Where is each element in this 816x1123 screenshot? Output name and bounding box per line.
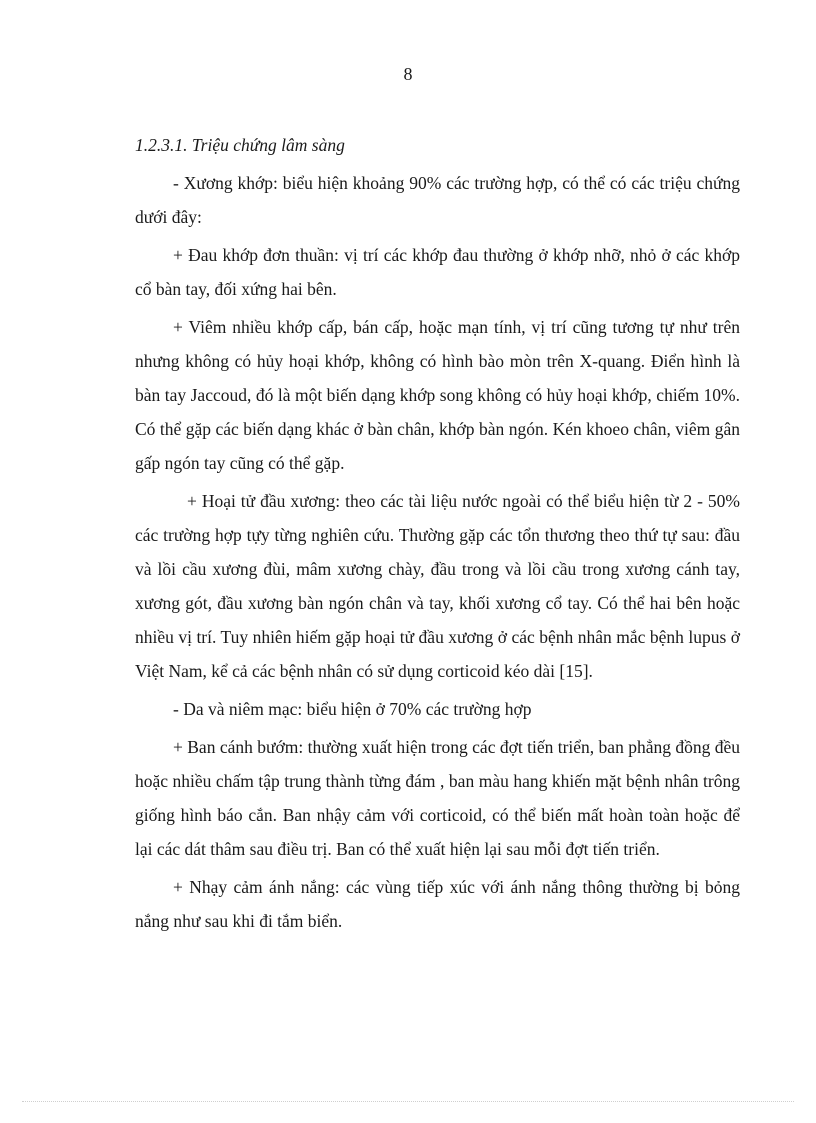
paragraph-polyarthritis: + Viêm nhiều khớp cấp, bán cấp, hoặc mạn tính, vị trí cũng tương tự như trên nhưng không có hủy hoại khớp, không có hình bào mòn trên X-quang. Điển hình là bàn tay Jaccoud, đó là một biến dạng khớp song không có hủy hoại khớp, chiếm 10%. Có thể gặp các biến dạng khác ở bàn chân, khớp bàn ngón. Kén khoeo chân, viêm gân gấp ngón tay cũng có thể gặp.: [135, 317, 740, 473]
page-bottom-divider: [22, 1101, 794, 1102]
paragraph-osteonecrosis: + Hoại tử đầu xương: theo các tài liệu nước ngoài có thể biểu hiện từ 2 - 50% các trường hợp tựy từng nghiên cứu. Thường gặp các tổn thương theo thứ tự sau: đầu và lồi cầu xương đùi, mâm xương chày, đầu trong và lồi cầu trong xương cánh tay, xương gót, đầu xương bàn ngón chân và tay, khối xương cổ tay. Có thể hai bên hoặc nhiều vị trí. Tuy nhiên hiếm gặp hoại tử đầu xương ở các bệnh nhân mắc bệnh lupus ở Việt Nam, kể cả các bệnh nhân có sử dụng corticoid kéo dài [15].: [135, 491, 740, 681]
paragraph-joint-pain: + Đau khớp đơn thuần: vị trí các khớp đau thường ở khớp nhỡ, nhỏ ở các khớp cổ bàn tay, đối xứng hai bên.: [135, 245, 740, 299]
document-body: [135, 128, 740, 942]
page-number: 8: [403, 64, 413, 84]
paragraph-skin-mucosa: - Da và niêm mạc: biểu hiện ở 70% các trường hợp: [173, 699, 532, 719]
section-heading: 1.2.3.1. Triệu chứng lâm sàng: [135, 135, 345, 155]
paragraph-photosensitivity: + Nhạy cảm ánh nắng: các vùng tiếp xúc với ánh nắng thông thường bị bỏng nắng như sau khi đi tắm biển.: [135, 877, 740, 931]
paragraph-butterfly-rash: + Ban cánh bướm: thường xuất hiện trong các đợt tiến triển, ban phẳng đồng đều hoặc nhiều chấm tập trung thành từng đám , ban màu hang khiến mặt bệnh nhân trông giống hình báo cắn. Ban nhậy cảm với corticoid, có thể biến mất hoàn toàn hoặc để lại các dát thâm sau điều trị. Ban có thể xuất hiện lại sau mỗi đợt tiến triển.: [135, 737, 740, 859]
paragraph-musculoskeletal: - Xương khớp: biểu hiện khoảng 90% các trường hợp, có thể có các triệu chứng dưới đây:: [135, 173, 740, 227]
